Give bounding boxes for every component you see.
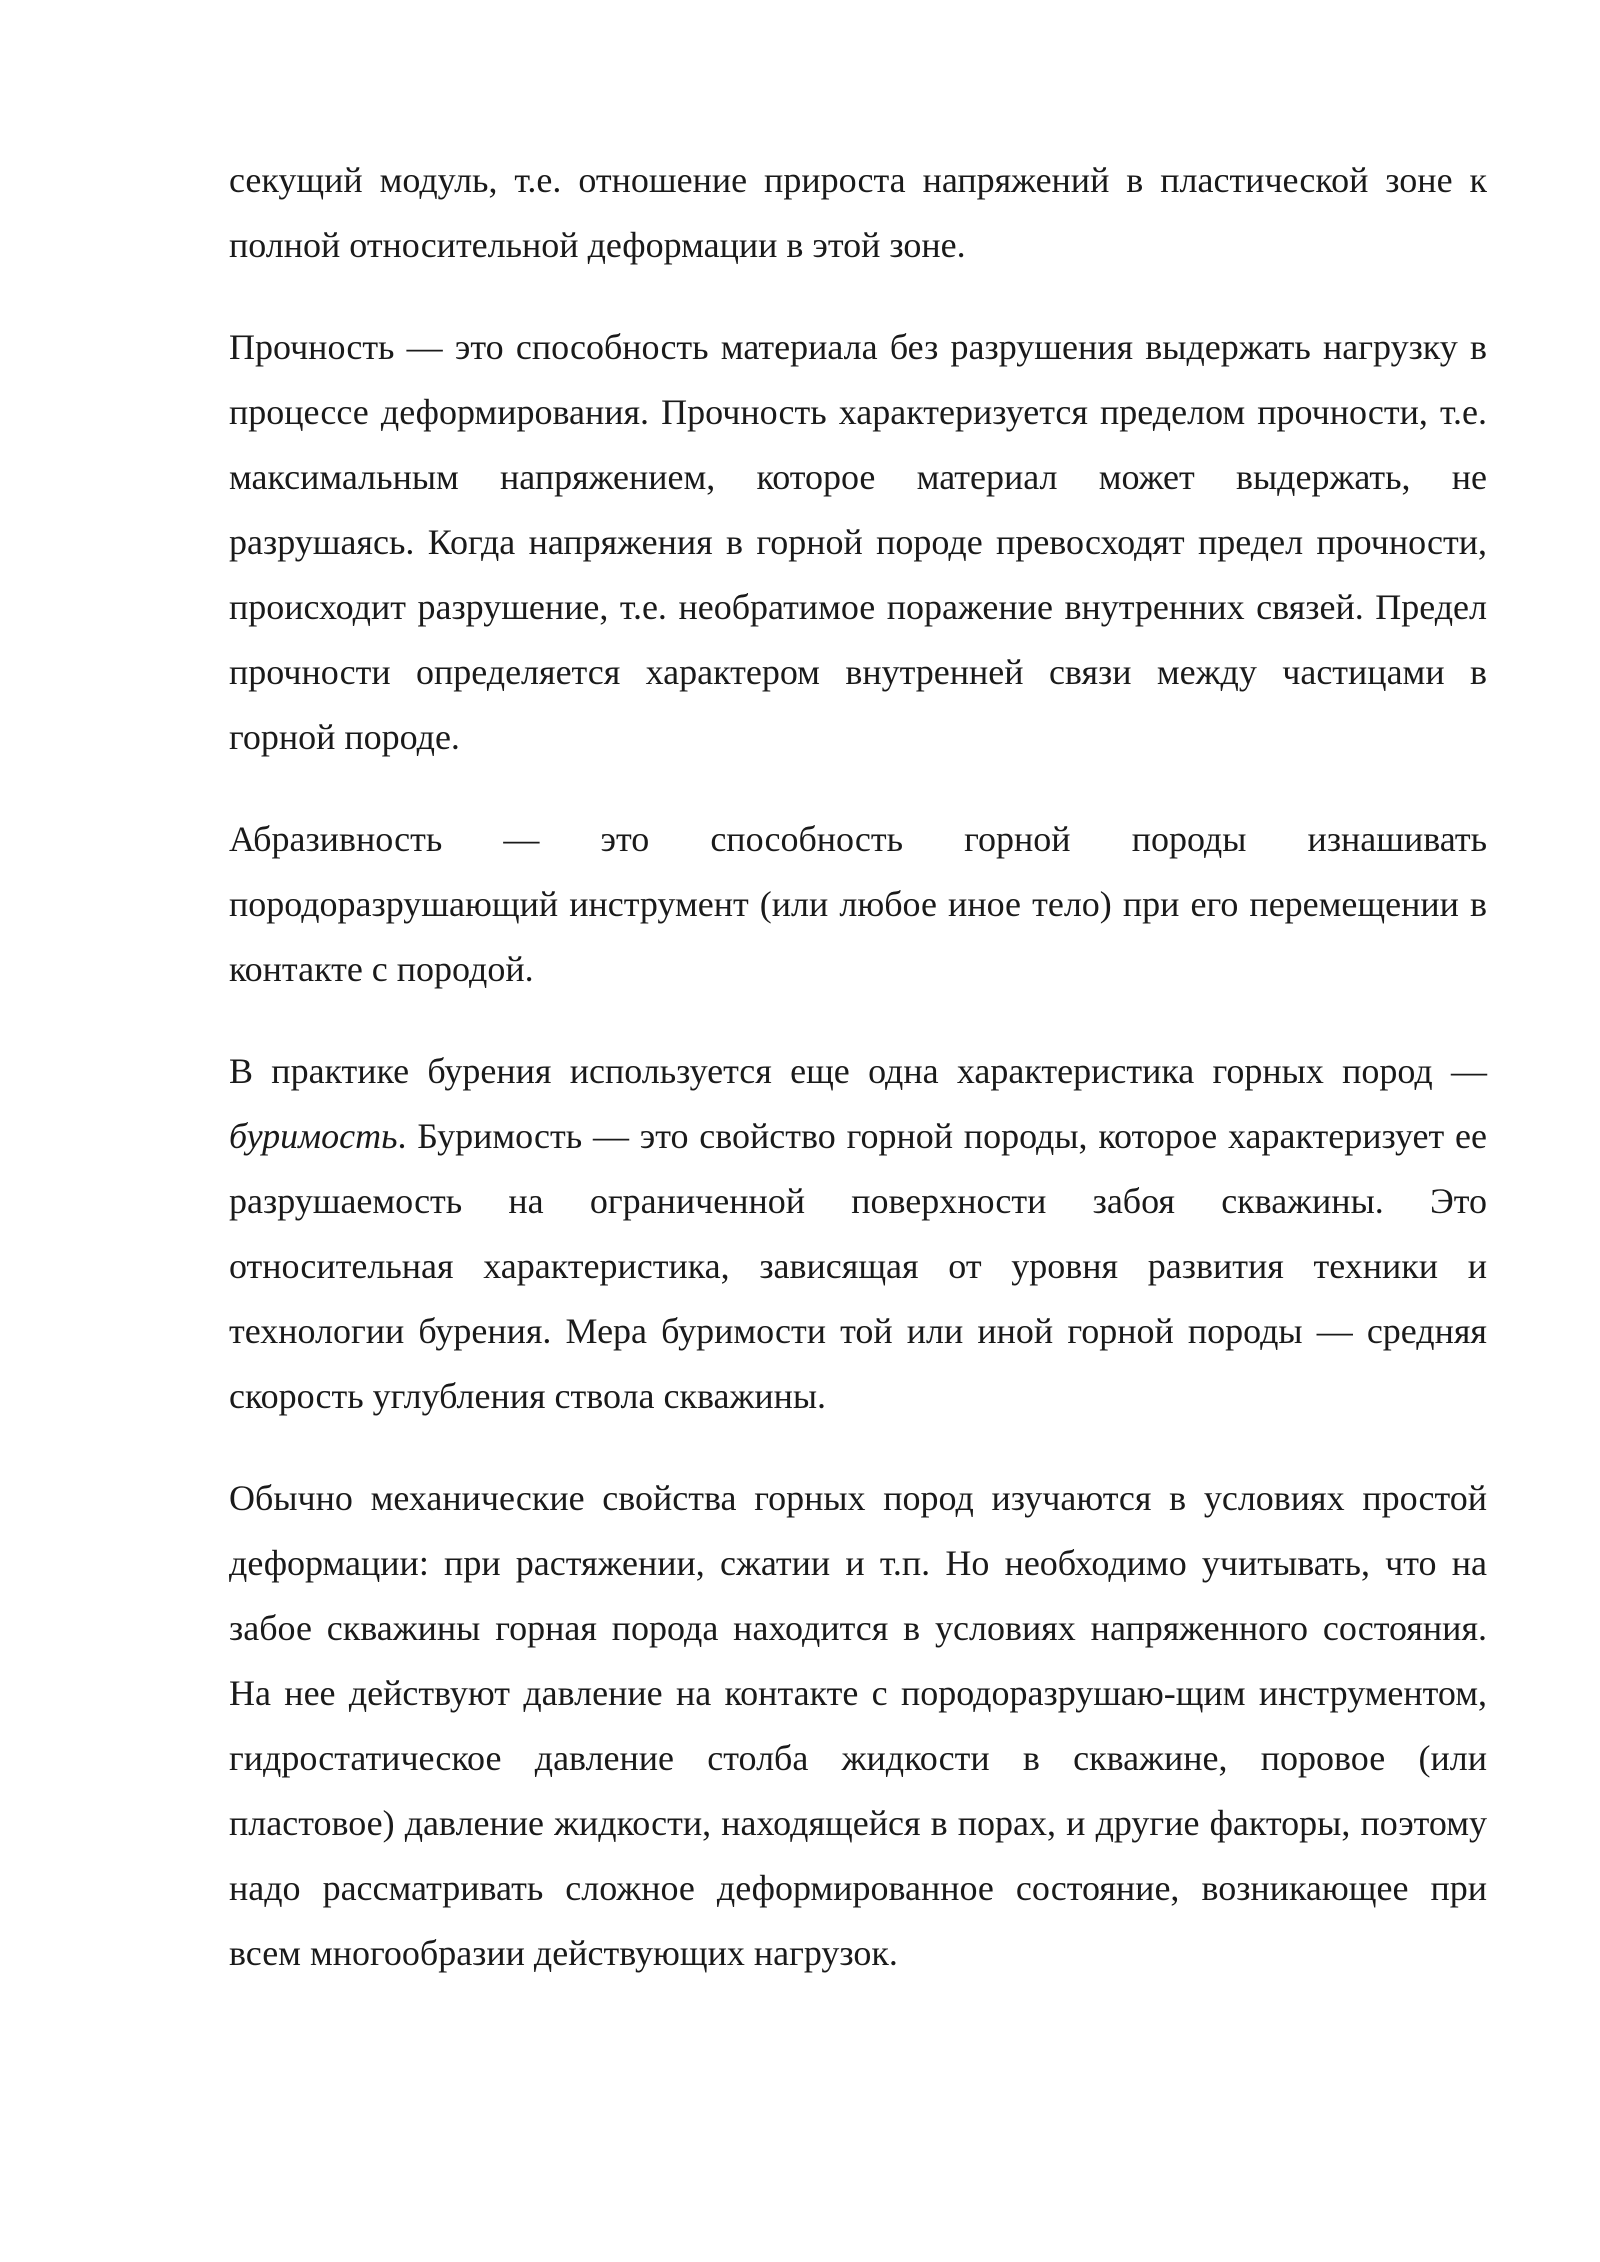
paragraph-secant-modulus: секущий модуль, т.е. отношение прироста напряжений в пластической зоне к полной относительной деформации в этой зоне.	[229, 160, 1487, 265]
paragraph-drillability	[229, 1039, 1487, 1429]
drillability-intro-text: В практике бурения используется еще одна характеристика горных пород —	[229, 1051, 1487, 1091]
drillability-definition-text: . Буримость — это свойство горной породы, которое характеризует ее разрушаемость на ограниченной поверхности забоя скважины. Это относительная характеристика, зависящая от уровня развития техники и технологии бурения. Мера буримости той или иной горной породы — средняя скорость углубления ствола скважины.	[229, 1116, 1487, 1416]
drillability-term: буримость	[229, 1116, 398, 1156]
paragraph-strength: Прочность — это способность материала без разрушения выдержать нагрузку в процессе деформирования. Прочность характеризуется пределом прочности, т.е. максимальным напряжением, которое материал может выдержать, не разрушаясь. Когда напряжения в горной породе превосходят предел прочности, происходит разрушение, т.е. необратимое поражение внутренних связей. Предел прочности определяется характером внутренней связи между частицами в горной породе.	[229, 327, 1487, 757]
document-body	[229, 148, 1487, 1986]
paragraph-abrasiveness: Абразивность — это способность горной породы изнашивать породоразрушающий инструмент (или любое иное тело) при его перемещении в контакте с породой.	[229, 819, 1487, 989]
paragraph-stress-state: Обычно механические свойства горных пород изучаются в условиях простой деформации: при растяжении, сжатии и т.п. Но необходимо учитывать, что на забое скважины горная порода находится в условиях напряженного состояния. На нее действуют давление на контакте с породоразрушаю-щим инструментом, гидростатическое давление столба жидкости в скважине, поровое (или пластовое) давление жидкости, находящейся в порах, и другие факторы, поэтому надо рассматривать сложное деформированное состояние, возникающее при всем многообразии действующих нагрузок.	[229, 1478, 1487, 1973]
